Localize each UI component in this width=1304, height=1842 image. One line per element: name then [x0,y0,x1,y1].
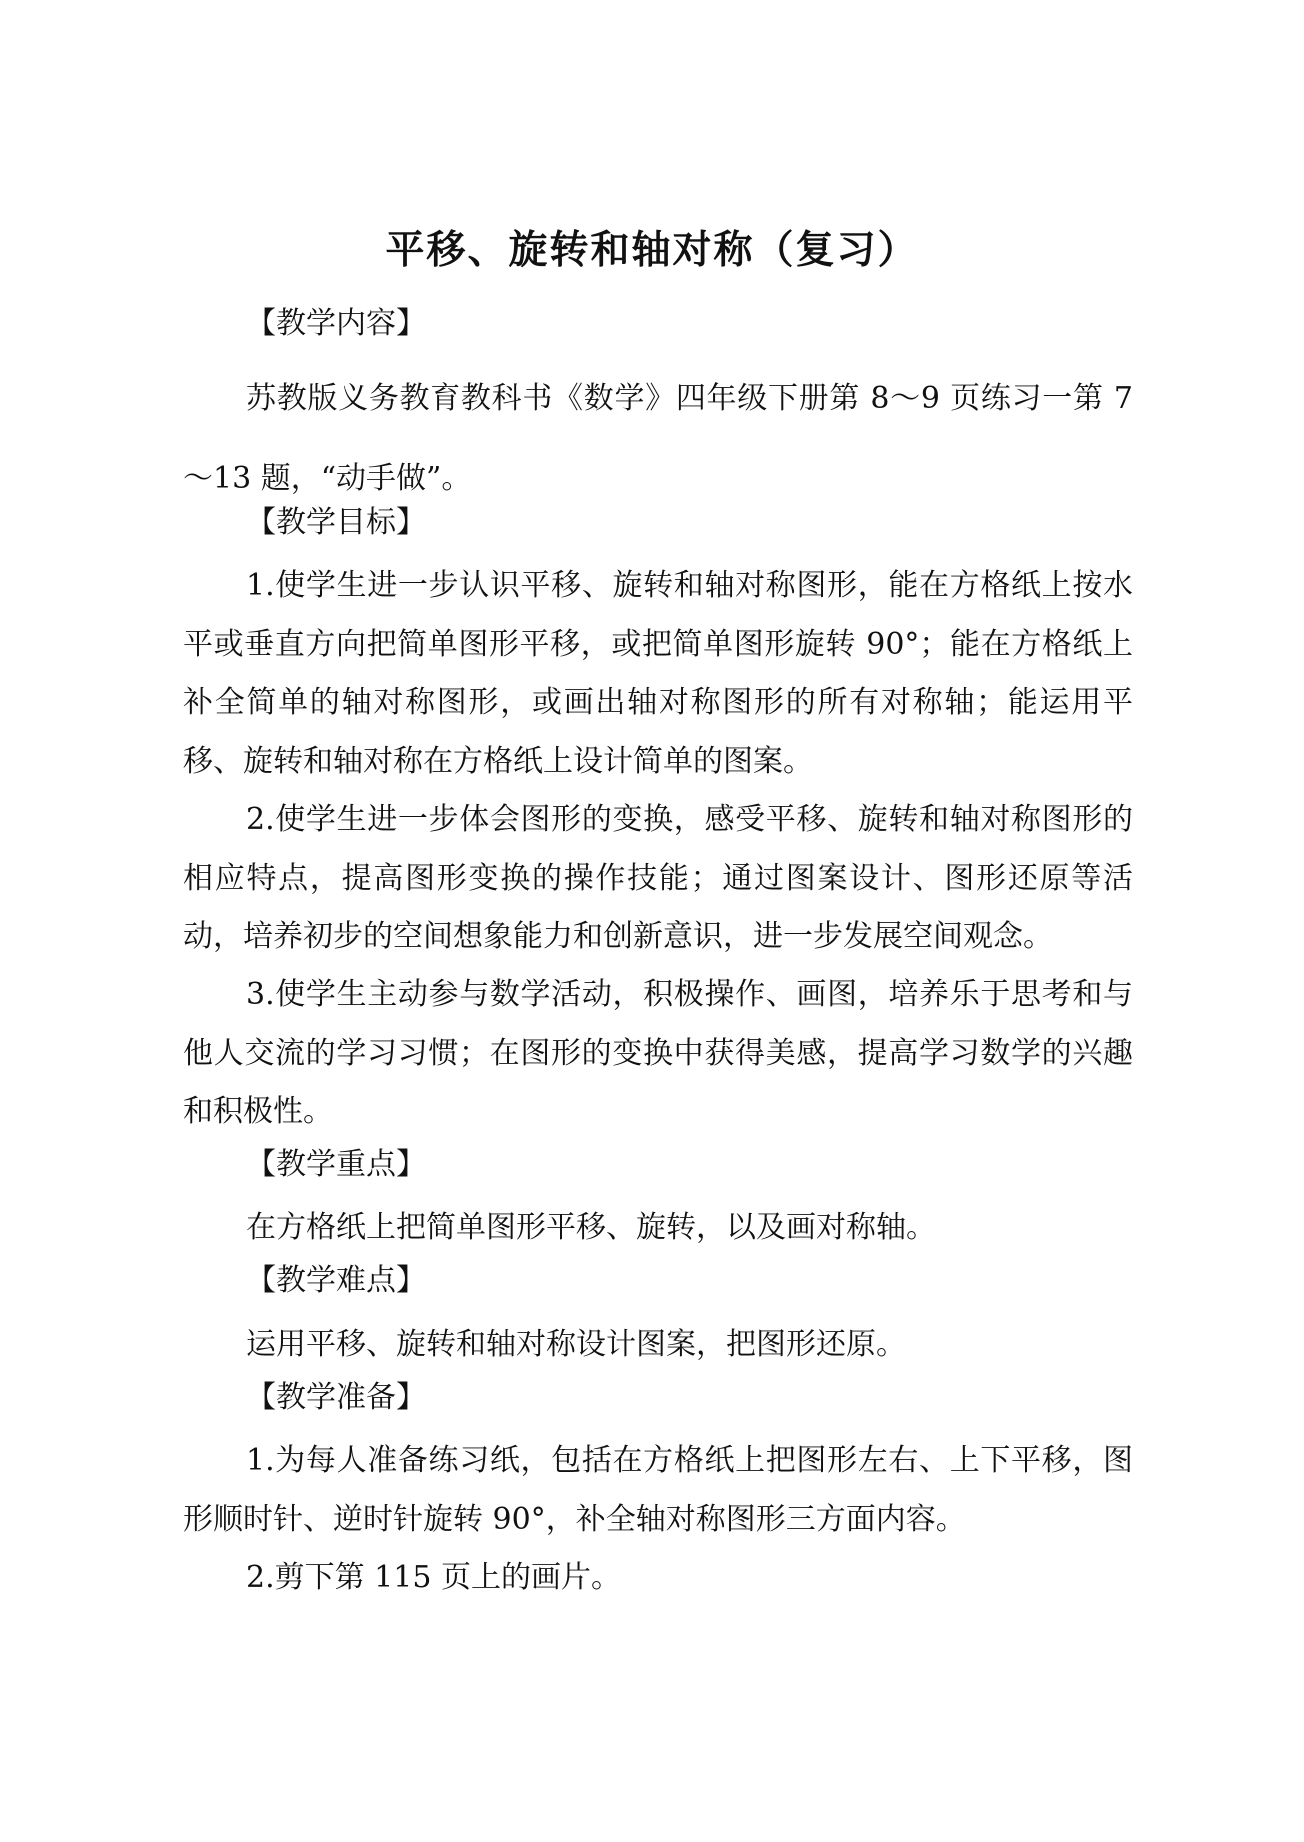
preparation-item-2: 2.剪下第 115 页上的画片。 [246,1560,621,1595]
section-heading-key-points: 【教学重点】 [246,1147,426,1182]
section-heading-difficulties: 【教学难点】 [246,1263,426,1298]
document-title: 平移、旋转和轴对称（复习） [385,227,919,273]
section-heading-content: 【教学内容】 [246,306,426,341]
objective-item-2: 2.使学生进一步体会图形的变换，感受平移、旋转和轴对称图形的相应特点，提高图形变换的操作技能；通过图案设计、图形还原等活动，培养初步的空间想象能力和创新意识，进一步发展空间观念。 [183,802,1133,954]
key-points-text: 在方格纸上把简单图形平移、旋转，以及画对称轴。 [246,1210,936,1245]
objective-item-1: 1.使学生进一步认识平移、旋转和轴对称图形，能在方格纸上按水平或垂直方向把简单图形平移，或把简单图形旋转 90°；能在方格纸上补全简单的轴对称图形，或画出轴对称图形的所有对称轴；能运用平移、旋转和轴对称在方格纸上设计简单的图案。 [183,568,1133,779]
difficulties-text: 运用平移、旋转和轴对称设计图案，把图形还原。 [246,1327,906,1362]
section-heading-objectives: 【教学目标】 [246,505,426,540]
objective-item-3: 3.使学生主动参与数学活动，积极操作、画图，培养乐于思考和与他人交流的学习习惯；在图形的变换中获得美感，提高学习数学的兴趣和积极性。 [183,977,1133,1129]
preparation-item-1: 1.为每人准备练习纸，包括在方格纸上把图形左右、上下平移，图形顺时针、逆时针旋转 90°，补全轴对称图形三方面内容。 [183,1443,1133,1537]
section-heading-preparation: 【教学准备】 [246,1380,426,1415]
content-text: 苏教版义务教育教科书《数学》四年级下册第 8～9 页练习一第 7～13 题，“动手做”。 [183,381,1133,496]
